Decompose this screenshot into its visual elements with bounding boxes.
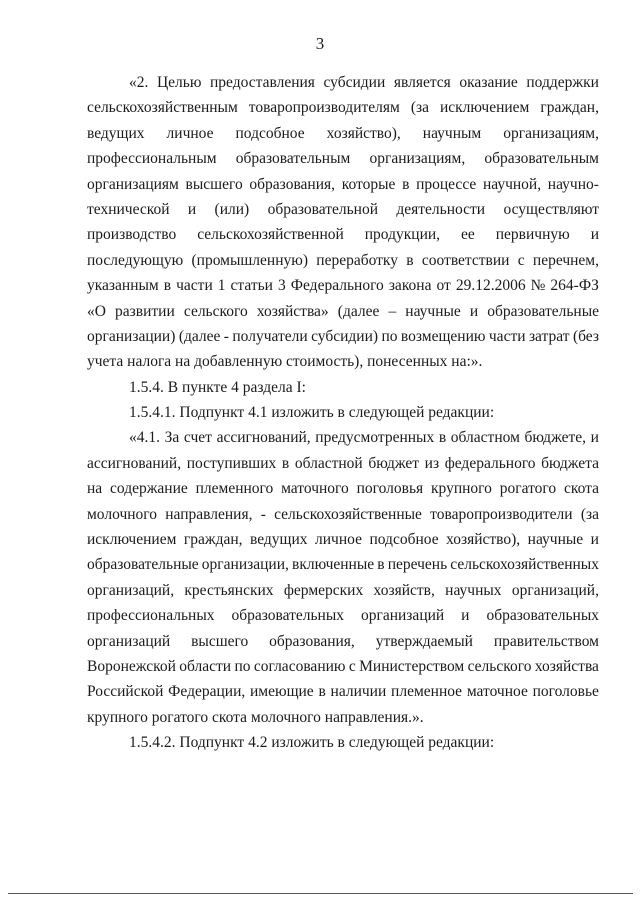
text-line: учета налога на добавленную стоимость), понесенных на:».	[87, 353, 483, 371]
text-line: ведущих личное подсобное хозяйство), научным организациям,	[87, 124, 599, 142]
paragraph	[87, 730, 599, 755]
text-line: последующую (промышленную) переработку в соответствии с перечнем,	[87, 251, 599, 269]
text-line: сельскохозяйственным товаропроизводителям (за исключением граждан,	[87, 99, 599, 117]
text-line: организаций высшего образования, утверждаемый правительством	[87, 632, 599, 650]
text-line: Воронежской области по согласованию с Министерством сельского хозяйства	[87, 657, 599, 675]
paragraph	[87, 400, 599, 425]
text-line: 1.5.4.2. Подпункт 4.2 изложить в следующей редакции:	[129, 734, 495, 752]
text-line: исключением граждан, ведущих личное подсобное хозяйство), научные и	[87, 531, 599, 549]
paragraph	[87, 425, 599, 730]
paragraph	[87, 70, 599, 375]
text-line: ассигнований, поступивших в областной бюджет из федерального бюджета	[87, 454, 599, 472]
document-body	[87, 70, 599, 756]
text-line: организации) (далее - получатели субсидии) по возмещению части затрат (без	[87, 327, 599, 345]
text-line: образовательные организации, включенные в перечень сельскохозяйственных	[87, 556, 599, 574]
text-line: Российской Федерации, имеющие в наличии племенное маточное поголовье	[87, 683, 599, 701]
text-line: «2. Целью предоставления субсидии является оказание поддержки	[129, 74, 599, 91]
text-line: 1.5.4.1. Подпункт 4.1 изложить в следующей редакции:	[129, 404, 495, 422]
paragraph	[87, 375, 599, 400]
text-line: указанным в части 1 статьи 3 Федерального закона от 29.12.2006 № 264-ФЗ	[87, 277, 599, 295]
text-line: 1.5.4. В пункте 4 раздела I:	[129, 378, 306, 396]
text-line: технической и (или) образовательной деятельности осуществляют	[87, 200, 599, 218]
text-line: организаций, крестьянских фермерских хозяйств, научных организаций,	[87, 581, 599, 599]
text-line: молочного направления, - сельскохозяйственные товаропроизводители (за	[87, 505, 599, 523]
text-line: «4.1. За счет ассигнований, предусмотренных в областном бюджете, и	[129, 429, 599, 447]
text-line: производство сельскохозяйственной продукции, ее первичную и	[87, 226, 599, 244]
text-line: организациям высшего образования, которые в процессе научной, научно-	[87, 175, 599, 193]
footer-rule	[8, 893, 633, 894]
text-line: «О развитии сельского хозяйства» (далее – научные и образовательные	[87, 302, 599, 320]
text-line: профессиональным образовательным организациям, образовательным	[87, 150, 599, 168]
text-line: на содержание племенного маточного поголовья крупного рогатого скота	[87, 480, 599, 498]
text-line: профессиональных образовательных организаций и образовательных	[87, 607, 599, 625]
page-number: 3	[315, 34, 325, 53]
text-line: крупного рогатого скота молочного направления.».	[87, 708, 424, 726]
